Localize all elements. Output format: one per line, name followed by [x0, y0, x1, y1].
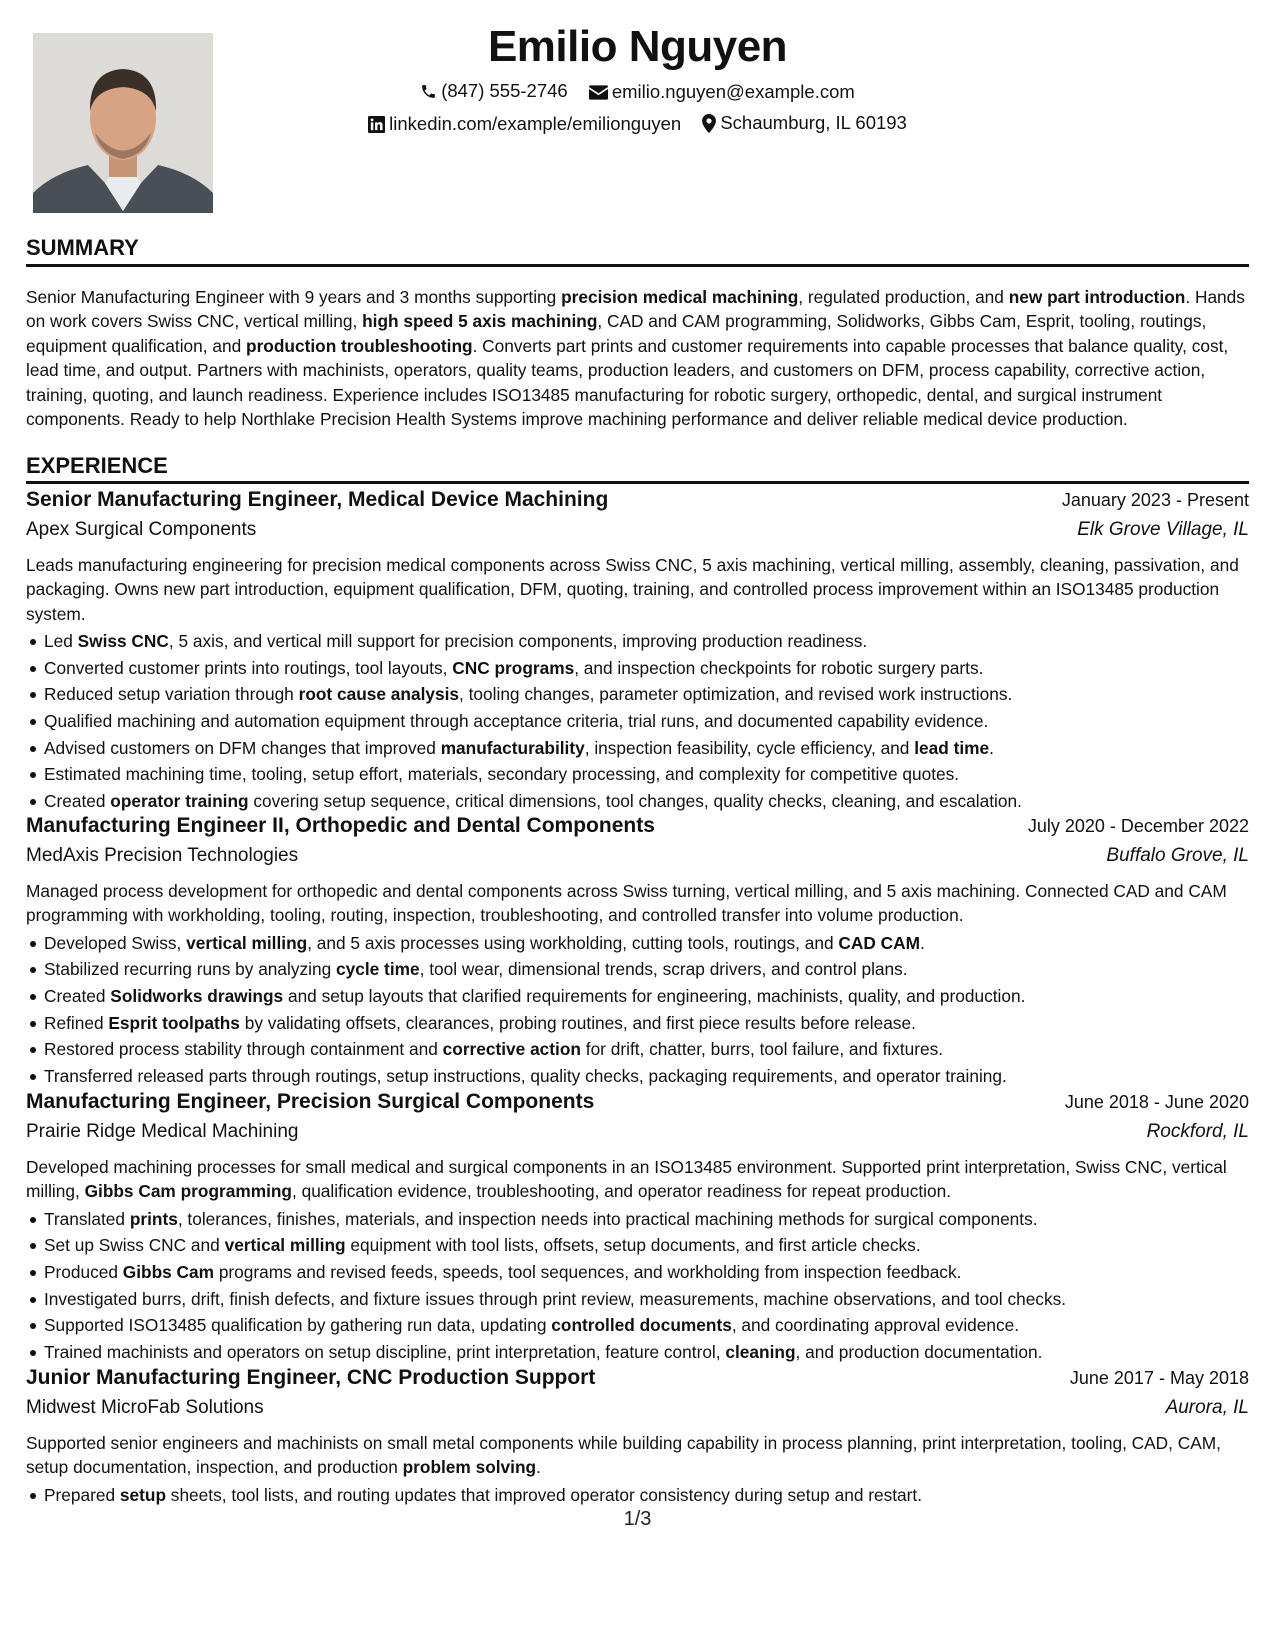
- experience-divider: [26, 481, 1249, 484]
- bullet-item: Created Solidworks drawings and setup layouts that clarified requirements for engineering, machinists, quality, and production.: [26, 983, 1249, 1010]
- job-company: Midwest MicroFab Solutions: [26, 1397, 264, 1418]
- bullet-item: Investigated burrs, drift, finish defects, and fixture issues through print review, measurements, machine observations, and tool checks.: [26, 1286, 1249, 1313]
- job-bullets: [26, 1482, 1249, 1509]
- job-dates: June 2018 - June 2020: [1064, 1092, 1249, 1112]
- job-dates: June 2017 - May 2018: [1069, 1368, 1249, 1388]
- location-text: Schaumburg, IL 60193: [720, 112, 907, 133]
- email-item[interactable]: [589, 81, 855, 103]
- job-dates: July 2020 - December 2022: [1027, 816, 1249, 836]
- job-dates: January 2023 - Present: [1061, 490, 1249, 510]
- job-title: Manufacturing Engineer, Precision Surgical Components: [26, 1090, 595, 1113]
- bullet-item: Estimated machining time, tooling, setup effort, materials, secondary processing, and complexity for competitive quotes.: [26, 761, 1249, 788]
- job-description: Managed process development for orthopedic and dental components across Swiss turning, vertical milling, and 5 axis machining. Connected CAD and CAM programming with workholding, tooling, routing, inspection, troubleshooting, and controlled transfer into volume production.: [26, 881, 1227, 926]
- job-bullets: [26, 628, 1249, 814]
- bullet-item: Supported ISO13485 qualification by gathering run data, updating controlled documents, and coordinating approval evidence.: [26, 1312, 1249, 1339]
- bullet-item: Converted customer prints into routings, tool layouts, CNC programs, and inspection checkpoints for robotic surgery parts.: [26, 655, 1249, 682]
- job-entry: [26, 1366, 1249, 1508]
- bullet-item: Qualified machining and automation equipment through acceptance criteria, trial runs, and documented capability evidence.: [26, 708, 1249, 735]
- page-number: 1/3: [623, 1508, 652, 1530]
- bullet-item: Trained machinists and operators on setup discipline, print interpretation, feature control, cleaning, and production documentation.: [26, 1339, 1249, 1366]
- summary-heading: SUMMARY: [26, 235, 139, 260]
- job-company: Prairie Ridge Medical Machining: [26, 1121, 299, 1142]
- job-bullets: [26, 930, 1249, 1090]
- bullet-item: Led Swiss CNC, 5 axis, and vertical mill support for precision components, improving production readiness.: [26, 628, 1249, 655]
- bullet-item: Created operator training covering setup sequence, critical dimensions, tool changes, quality checks, cleaning, and escalation.: [26, 788, 1249, 815]
- job-entry: [26, 488, 1249, 814]
- bullet-item: Developed Swiss, vertical milling, and 5 axis processes using workholding, cutting tools, routings, and CAD CAM.: [26, 930, 1249, 957]
- linkedin-text: linkedin.com/example/emilionguyen: [389, 113, 682, 134]
- bullet-item: Transferred released parts through routings, setup instructions, quality checks, packaging requirements, and operator training.: [26, 1063, 1249, 1090]
- bullet-item: Advised customers on DFM changes that improved manufacturability, inspection feasibility, cycle efficiency, and lead time.: [26, 735, 1249, 762]
- contact-row-2: [0, 112, 1275, 138]
- job-title: Senior Manufacturing Engineer, Medical Device Machining: [26, 488, 609, 511]
- phone-item[interactable]: [420, 80, 568, 102]
- summary-text: Senior Manufacturing Engineer with 9 years and 3 months supporting precision medical machining, regulated production, and new part introduction. Hands on work covers Swiss CNC, vertical milling, high speed 5 axis machining, CAD and CAM programming, Solidworks, Gibbs Cam, Esprit, tooling, routings, equipment qualification, and production troubleshooting. Converts part prints and customer requirements into capable processes that balance quality, cost, lead time, and output. Partners with machinists, operators, quality teams, production leaders, and customers on DFM, process capability, corrective action, training, quoting, and launch readiness. Experience includes ISO13485 manufacturing for robotic surgery, orthopedic, dental, and surgical instrument components. Ready to help Northlake Precision Health Systems improve machining performance and deliver reliable medical device production.: [26, 287, 1245, 430]
- job-company: Apex Surgical Components: [26, 519, 257, 540]
- bullet-item: Refined Esprit toolpaths by validating offsets, clearances, probing routines, and first piece results before release.: [26, 1010, 1249, 1037]
- bullet-item: Restored process stability through containment and corrective action for drift, chatter, burrs, tool failure, and fixtures.: [26, 1036, 1249, 1063]
- bullet-item: Stabilized recurring runs by analyzing cycle time, tool wear, dimensional trends, scrap drivers, and control plans.: [26, 956, 1249, 983]
- email-text: emilio.nguyen@example.com: [611, 81, 855, 102]
- job-location: Aurora, IL: [1165, 1397, 1249, 1418]
- linkedin-icon: [368, 116, 385, 133]
- phone-icon: [420, 83, 437, 100]
- linkedin-item[interactable]: [368, 113, 681, 135]
- job-location: Buffalo Grove, IL: [1106, 845, 1249, 866]
- job-title: Manufacturing Engineer II, Orthopedic and Dental Components: [26, 814, 655, 837]
- phone-text: (847) 555-2746: [441, 80, 568, 101]
- candidate-name: Emilio Nguyen: [487, 22, 788, 71]
- map-pin-icon: [702, 114, 716, 133]
- bullet-item: Translated prints, tolerances, finishes, materials, and inspection needs into practical machining methods for surgical components.: [26, 1206, 1249, 1233]
- job-location: Rockford, IL: [1146, 1121, 1249, 1142]
- bullet-item: Reduced setup variation through root cause analysis, tooling changes, parameter optimization, and revised work instructions.: [26, 681, 1249, 708]
- job-company: MedAxis Precision Technologies: [26, 845, 299, 866]
- contact-row-1: [0, 80, 1275, 105]
- summary-divider: [26, 264, 1249, 267]
- bullet-item: Produced Gibbs Cam programs and revised feeds, speeds, tool sequences, and workholding from inspection feedback.: [26, 1259, 1249, 1286]
- job-entry: [26, 1090, 1249, 1365]
- envelope-icon: [589, 85, 608, 100]
- job-location: Elk Grove Village, IL: [1077, 519, 1249, 540]
- job-description: Developed machining processes for small medical and surgical components in an ISO13485 environment. Supported print interpretation, Swiss CNC, vertical milling, Gibbs Cam programming, qualification evidence, troubleshooting, and operator readiness for repeat production.: [26, 1157, 1227, 1202]
- job-title: Junior Manufacturing Engineer, CNC Production Support: [26, 1366, 596, 1389]
- bullet-item: Set up Swiss CNC and vertical milling equipment with tool lists, offsets, setup documents, and first article checks.: [26, 1232, 1249, 1259]
- job-entry: [26, 814, 1249, 1089]
- job-description: Leads manufacturing engineering for precision medical components across Swiss CNC, 5 axis machining, vertical milling, assembly, cleaning, passivation, and packaging. Owns new part introduction, equipment qualification, DFM, quoting, training, and controlled process improvement within an ISO13485 production system.: [26, 555, 1239, 624]
- experience-heading: EXPERIENCE: [26, 453, 168, 478]
- job-description: Supported senior engineers and machinists on small metal components while building capability in process planning, print interpretation, tooling, CAD, CAM, setup documentation, inspection, and production problem solving.: [26, 1433, 1221, 1478]
- bullet-item: Prepared setup sheets, tool lists, and routing updates that improved operator consistency during setup and restart.: [26, 1482, 1249, 1509]
- location-item: [702, 112, 907, 134]
- job-bullets: [26, 1206, 1249, 1366]
